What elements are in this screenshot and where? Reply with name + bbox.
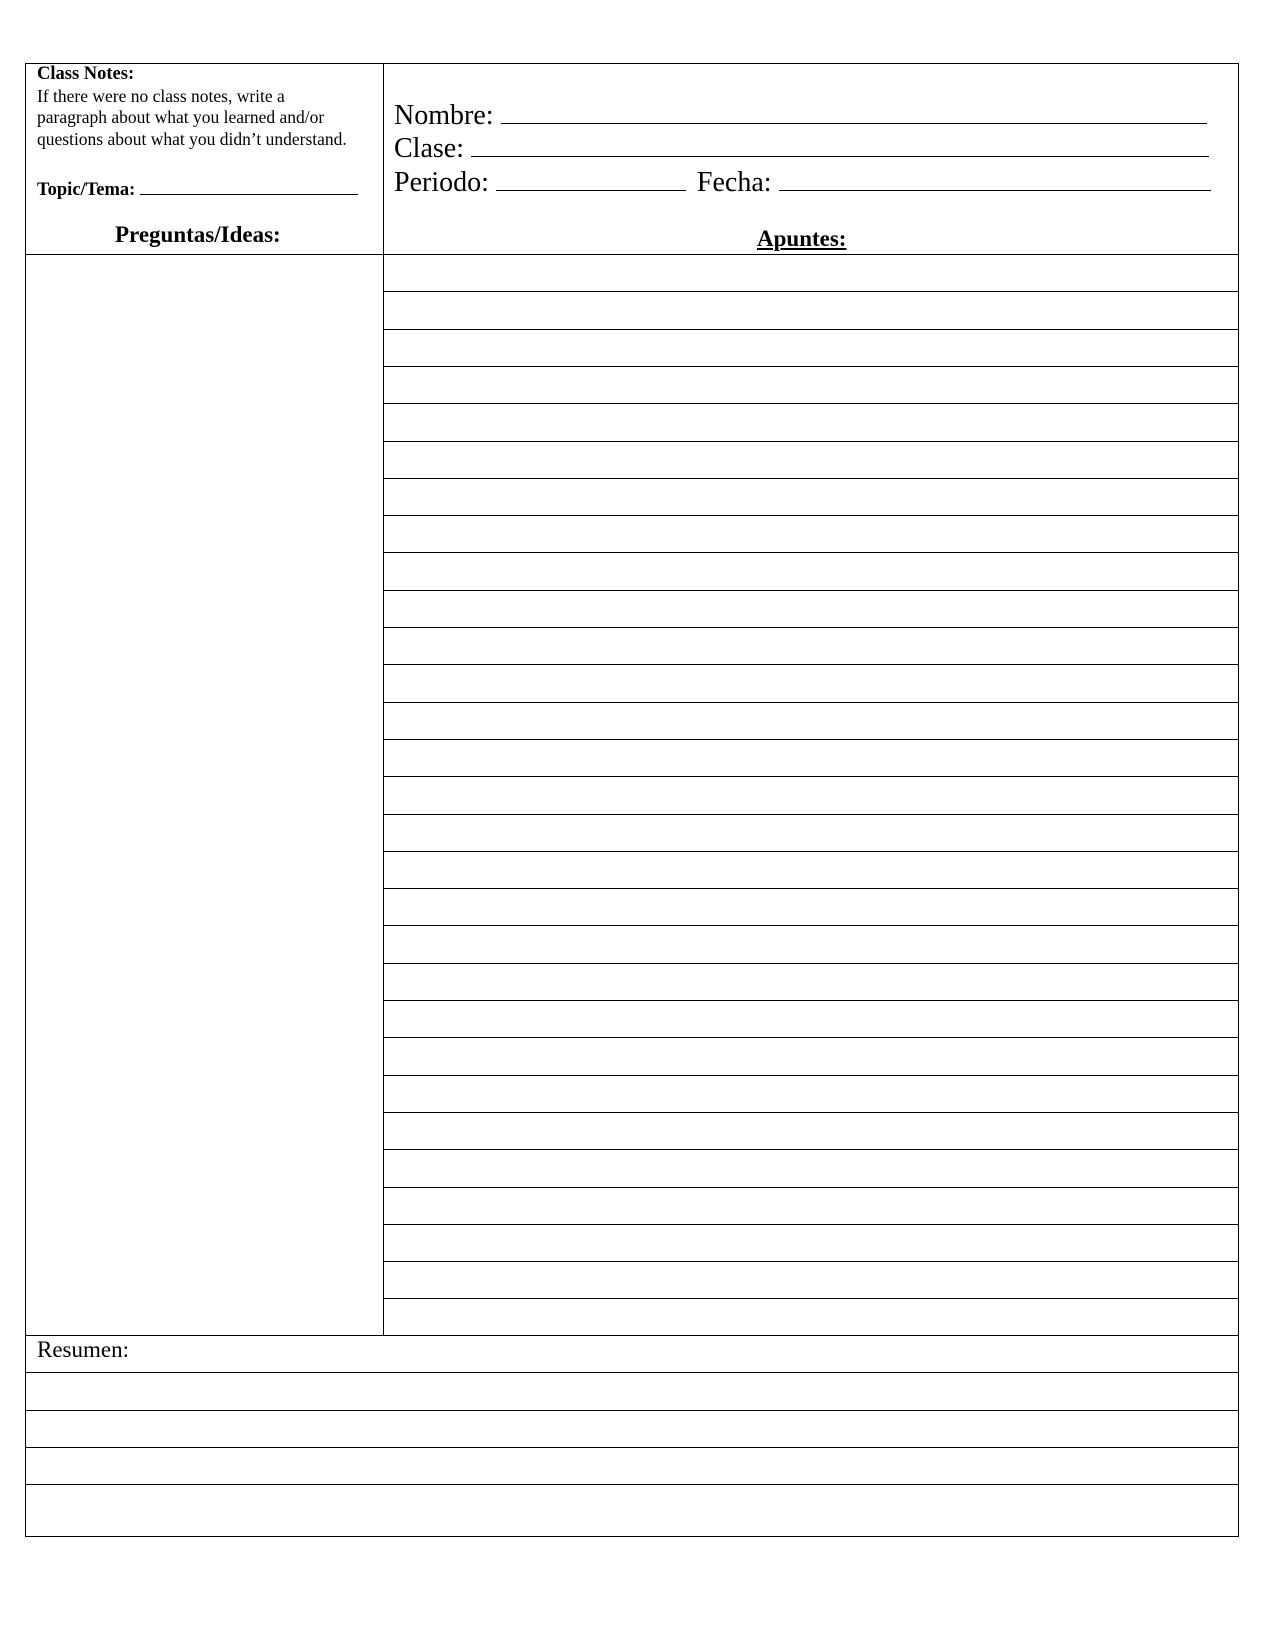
class-notes-instructions-block [37, 64, 382, 150]
notes-writing-line[interactable] [383, 888, 1239, 889]
notes-writing-line[interactable] [383, 925, 1239, 926]
notes-writing-line[interactable] [383, 515, 1239, 516]
notes-writing-line[interactable] [383, 291, 1239, 292]
notes-writing-line[interactable] [383, 1075, 1239, 1076]
summary-label: Resumen: [37, 1337, 129, 1362]
class-field [394, 130, 1209, 165]
notes-writing-line[interactable] [383, 329, 1239, 330]
notes-writing-line[interactable] [383, 366, 1239, 367]
notes-writing-line[interactable] [383, 403, 1239, 404]
notes-writing-line[interactable] [383, 1112, 1239, 1113]
notes-writing-line[interactable] [383, 963, 1239, 964]
summary-writing-line[interactable] [25, 1447, 1239, 1448]
notes-writing-line[interactable] [383, 776, 1239, 777]
notes-writing-line[interactable] [383, 739, 1239, 740]
notes-writing-line[interactable] [383, 814, 1239, 815]
summary-writing-line[interactable] [25, 1484, 1239, 1485]
notes-writing-line[interactable] [383, 1187, 1239, 1188]
summary-divider [25, 1335, 1239, 1336]
notes-writing-line[interactable] [383, 1298, 1239, 1299]
notes-writing-line[interactable] [383, 664, 1239, 665]
notes-writing-line[interactable] [383, 702, 1239, 703]
summary-writing-line[interactable] [25, 1410, 1239, 1411]
notes-writing-line[interactable] [383, 1261, 1239, 1262]
period-blank[interactable] [496, 164, 686, 191]
date-blank[interactable] [779, 164, 1211, 191]
notes-writing-line[interactable] [383, 851, 1239, 852]
notes-sheet-frame [25, 63, 1239, 1537]
name-label: Nombre: [394, 100, 494, 131]
notes-writing-line[interactable] [383, 552, 1239, 553]
class-blank[interactable] [471, 130, 1209, 157]
header-divider [25, 254, 1239, 255]
name-field [394, 97, 1207, 132]
name-blank[interactable] [501, 97, 1207, 124]
date-label: Fecha: [696, 167, 772, 198]
notes-writing-line[interactable] [383, 1037, 1239, 1038]
period-date-field [394, 164, 1211, 199]
class-notes-instructions: If there were no class notes, write a paragraph about what you learned and/or questions about what you didn’t understand. [37, 85, 347, 149]
notes-writing-line[interactable] [383, 441, 1239, 442]
notes-writing-line[interactable] [383, 1149, 1239, 1150]
class-label: Clase: [394, 133, 464, 164]
notes-writing-line[interactable] [383, 1224, 1239, 1225]
topic-blank[interactable] [140, 176, 358, 195]
notes-writing-line[interactable] [383, 590, 1239, 591]
period-label: Periodo: [394, 167, 489, 198]
notes-heading: Apuntes: [757, 226, 847, 251]
summary-writing-line[interactable] [25, 1372, 1239, 1373]
class-notes-heading: Class Notes: [37, 64, 135, 84]
questions-heading: Preguntas/Ideas: [115, 222, 281, 247]
notes-writing-line[interactable] [383, 1000, 1239, 1001]
notes-writing-line[interactable] [383, 627, 1239, 628]
topic-label: Topic/Tema: [37, 180, 136, 200]
topic-field [37, 176, 358, 201]
notes-writing-line[interactable] [383, 478, 1239, 479]
